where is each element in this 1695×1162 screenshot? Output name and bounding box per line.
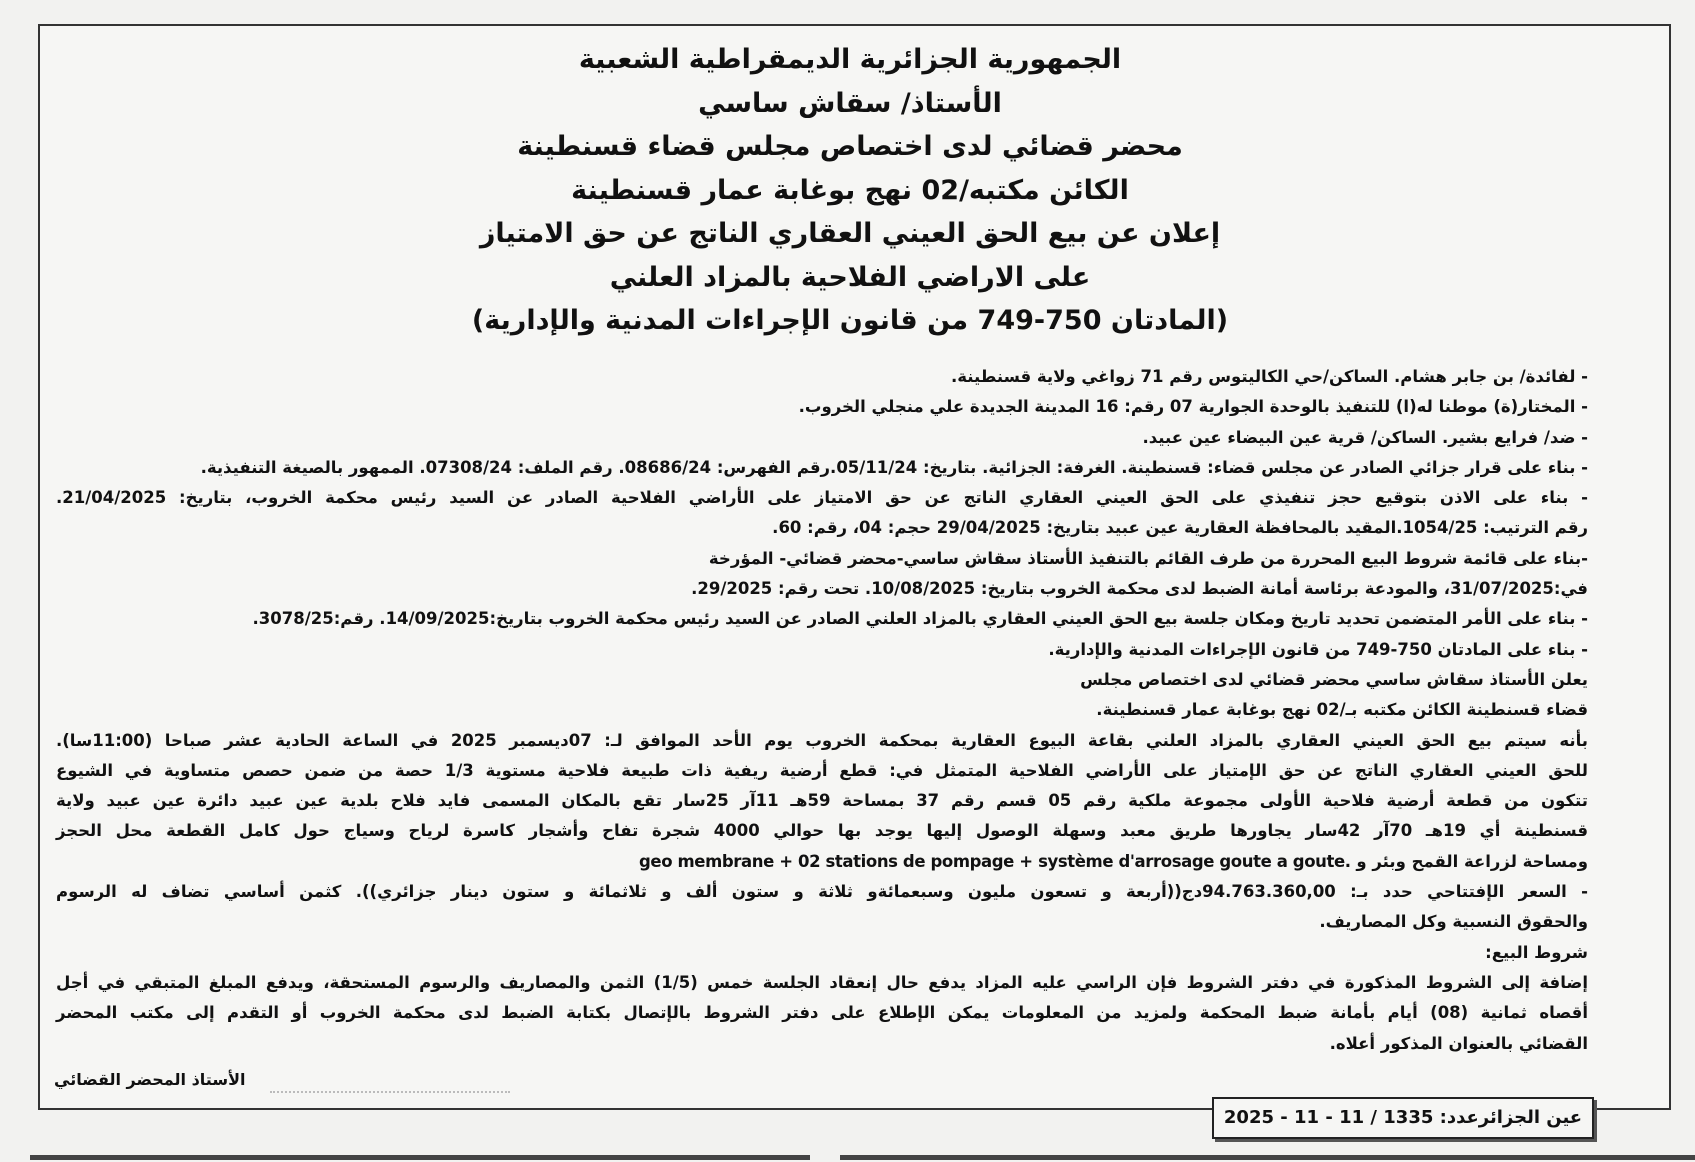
body-line: يعلن الأستاذ سقاش ساسي محضر قضائي لدى اختصاص مجلس <box>1080 669 1588 689</box>
body-line-latin: geo membrane + 02 stations de pompage + système d'arrosage goute a goute. <box>639 851 1351 871</box>
body-line: - بناء على الاذن بتوقيع حجز تنفيذي على الحق العيني العقاري الناتج عن حق الامتياز على الأراضي الفلاحية الصادر عن السيد رئيس محكمة الخروب، بتاريخ: 21/04/2025. <box>56 488 1588 508</box>
bailiff-name: الأستاذ/ سقاش ساسي <box>698 87 1002 119</box>
notice-body <box>56 362 1588 1059</box>
notice-subtitle: على الاراضي الفلاحية بالمزاد العلني <box>609 261 1091 293</box>
body-line: أقصاه ثمانية (08) أيام بأمانة ضبط المحكمة ولمزيد من المعلومات يمكن الإطلاع على دفتر الشروط بالإتصال بكتابة الضبط لدى محكمة الخروب أو التقدم إلى مكتب المحضر <box>56 1003 1588 1023</box>
body-line: إضافة إلى الشروط المذكورة في دفتر الشروط فإن الراسي عليه المزاد يدفع حال إنعقاد الجلسة خمس (1/5) الثمن والمصاريف والرسوم المستحقة، ويدفع المبلغ المتبقي في أجل <box>56 972 1588 992</box>
signature-label: الأستاذ المحضر القضائي <box>54 1070 246 1089</box>
body-line: - بناء على المادتان 750-749 من قانون الإجراءات المدنية والإدارية. <box>1048 639 1588 659</box>
handwritten-signature <box>270 1075 510 1093</box>
body-line: تتكون من قطعة أرضية فلاحية الأولى مجموعة ملكية رقم 05 قسم رقم 37 بمساحة 59هـ 11آر 25سار تقع بالمكان المسمى فايد فلاح بلدية عين عبيد دائرة عين عبيد ولاية <box>56 791 1588 811</box>
body-line: -بناء على قائمة شروط البيع المحررة من طرف القائم بالتنفيذ الأستاذ سقاش ساسي-محضر قضائي- المؤرخة <box>708 548 1588 568</box>
body-line: قسنطينة أي 19هـ 70آر 42سار يجاورها طريق معبد وسهلة الوصول إليها يوجد بها حوالي 4000 شجرة تفاح وأشجار كاسرة لرياح وسياج حول كامل القطعة محل الحجز <box>56 821 1589 841</box>
body-line: رقم الترتيب: 1054/25.المقيد بالمحافظة العقارية عين عبيد بتاريخ: 29/04/2025 حجم: 04، رقم: 60. <box>772 518 1588 538</box>
bailiff-jurisdiction: محضر قضائي لدى اختصاص مجلس قضاء قسنطينة <box>517 131 1183 162</box>
body-line-arabic: ومساحة لزراعة القمح وبئر و <box>1356 851 1588 871</box>
column-divider <box>30 1155 810 1160</box>
legal-articles: (المادتان 750-749 من قانون الإجراءات المدنية والإدارية) <box>471 305 1229 336</box>
body-line <box>56 847 1588 877</box>
body-line: والحقوق النسبية وكل المصاريف. <box>1319 912 1588 932</box>
body-line: - لفائدة/ بن جابر هشام. الساكن/حي الكاليتوس رقم 71 زواغي ولاية قسنطينة. <box>951 367 1588 386</box>
sale-conditions-heading: شروط البيع: <box>1485 942 1588 962</box>
body-line: - بناء على قرار جزائي الصادر عن مجلس قضاء: قسنطينة. الغرفة: الجزائية. بتاريخ: 05/11/24.رقم الفهرس: 08686/24. رقم الملف: 07308/24. الممهور بالصيغة التنفيذية. <box>200 457 1588 477</box>
body-line: - المختار(ة) موطنا له(ا) للتنفيذ بالوحدة الجوارية 07 رقم: 16 المدينة الجديدة علي منجلي الخروب. <box>798 397 1588 417</box>
office-address: الكائن مكتبه/02 نهج بوغابة عمار قسنطينة <box>571 174 1129 206</box>
notice-title: إعلان عن بيع الحق العيني العقاري الناتج عن حق الامتياز <box>479 218 1221 249</box>
body-line: - بناء على الأمر المتضمن تحديد تاريخ ومكان جلسة بيع الحق العيني العقاري بالمزاد العلني الصادر عن السيد رئيس محكمة الخروب بتاريخ:14/09/2025. رقم:3078/25. <box>252 609 1588 629</box>
column-divider <box>840 1155 1695 1160</box>
publication-stamp: عين الجزائرعدد: 1335 / 11 - 11 - 2025 <box>1212 1097 1594 1139</box>
body-line: قضاء قسنطينة الكائن مكتبه بـ/02 نهج بوغابة عمار قسنطينة. <box>1096 700 1588 720</box>
body-line: - السعر الإفتتاحي حدد بـ: 94.763.360,00دج((أربعة و تسعون مليون وسبعمائةو ثلاثة و ستون ألف و ثلاثمائة و ستون دينار جزائري)). كثمن أساسي تضاف له الرسوم <box>56 882 1588 902</box>
republic-title: الجمهورية الجزائرية الديمقراطية الشعبية <box>578 44 1122 75</box>
body-line: بأنه سيتم بيع الحق العيني العقاري بالمزاد العلني بقاعة البيوع العقارية بمحكمة الخروب يوم الأحد الموافق لـ: 07ديسمبر 2025 في الساعة الحادية عشر صباحا (11:00سا). <box>56 730 1589 750</box>
body-line: للحق العيني العقاري الناتج عن حق الإمتياز على الأراضي الفلاحية المتمثل في: قطع أرضية ريفية ذات طبيعة فلاحية مستوية 1/3 حصة من ضمن حصص متساوية في الشيوع <box>56 760 1588 780</box>
body-line: - ضد/ فرايع بشير. الساكن/ قرية عين البيضاء عين عبيد. <box>1142 427 1588 447</box>
body-line: القضائي بالعنوان المذكور أعلاه. <box>1329 1033 1588 1053</box>
body-line: في:31/07/2025، والمودعة برئاسة أمانة الضبط لدى محكمة الخروب بتاريخ: 10/08/2025. تحت رقم: 29/2025. <box>691 579 1588 599</box>
notice-header <box>40 38 1660 343</box>
